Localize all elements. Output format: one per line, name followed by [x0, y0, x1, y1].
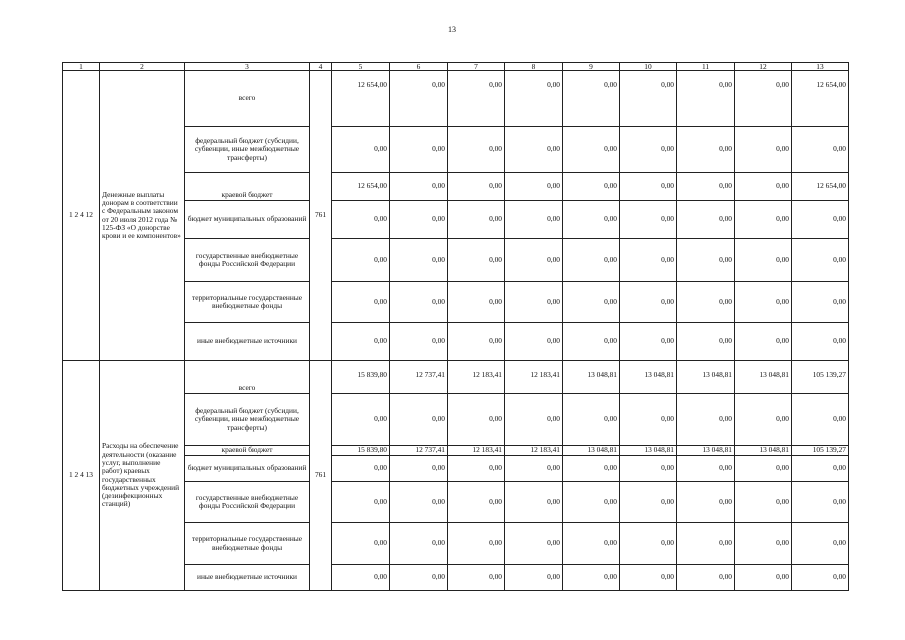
value-cell: 0,00 [735, 323, 792, 361]
value-cell: 0,00 [563, 565, 620, 591]
value-cell: 0,00 [563, 523, 620, 565]
value-cell: 13 048,81 [620, 446, 677, 456]
value-cell: 13 048,81 [677, 361, 735, 394]
value-cell: 0,00 [332, 127, 390, 173]
value-cell: 0,00 [792, 456, 849, 482]
value-cell: 0,00 [677, 239, 735, 282]
funding-source: всего [185, 361, 310, 394]
value-cell: 105 139,27 [792, 361, 849, 394]
value-cell: 0,00 [448, 394, 505, 446]
funding-source: федеральный бюджет (субсидии, субвенции, иные межбюджетные трансферты) [185, 394, 310, 446]
value-cell: 0,00 [448, 239, 505, 282]
value-cell: 0,00 [620, 239, 677, 282]
value-cell: 0,00 [505, 201, 563, 239]
value-cell: 0,00 [620, 456, 677, 482]
value-cell: 0,00 [332, 323, 390, 361]
value-cell: 0,00 [505, 565, 563, 591]
value-cell: 0,00 [792, 239, 849, 282]
row-code: 1 2 4 12 [63, 71, 100, 361]
header-cell: 8 [505, 63, 563, 71]
value-cell: 0,00 [332, 523, 390, 565]
value-cell: 12 183,41 [448, 361, 505, 394]
value-cell: 0,00 [332, 282, 390, 323]
value-cell: 13 048,81 [563, 361, 620, 394]
value-cell: 0,00 [448, 127, 505, 173]
value-cell: 0,00 [735, 201, 792, 239]
value-cell: 0,00 [390, 456, 448, 482]
header-cell: 13 [792, 63, 849, 71]
value-cell: 0,00 [677, 482, 735, 523]
value-cell: 0,00 [620, 565, 677, 591]
funding-source: краевой бюджет [185, 446, 310, 456]
value-cell: 0,00 [390, 323, 448, 361]
value-cell: 0,00 [735, 239, 792, 282]
value-cell: 13 048,81 [735, 361, 792, 394]
budget-table [62, 62, 849, 591]
value-cell: 13 048,81 [563, 446, 620, 456]
value-cell: 0,00 [735, 127, 792, 173]
value-cell: 0,00 [677, 565, 735, 591]
page-number: 13 [448, 25, 456, 34]
value-cell: 0,00 [448, 173, 505, 201]
value-cell: 0,00 [735, 456, 792, 482]
value-cell: 0,00 [677, 173, 735, 201]
value-cell: 0,00 [332, 456, 390, 482]
value-cell: 0,00 [792, 482, 849, 523]
value-cell: 0,00 [620, 282, 677, 323]
value-cell: 0,00 [792, 201, 849, 239]
value-cell: 0,00 [677, 523, 735, 565]
value-cell: 0,00 [563, 173, 620, 201]
funding-source: всего [185, 71, 310, 127]
value-cell: 0,00 [792, 523, 849, 565]
value-cell: 13 048,81 [735, 446, 792, 456]
value-cell: 0,00 [332, 394, 390, 446]
value-cell: 0,00 [390, 523, 448, 565]
funding-source: иные внебюджетные источники [185, 323, 310, 361]
value-cell: 0,00 [735, 523, 792, 565]
value-cell: 0,00 [505, 282, 563, 323]
value-cell: 0,00 [677, 323, 735, 361]
value-cell: 0,00 [390, 239, 448, 282]
value-cell: 0,00 [620, 127, 677, 173]
grbs-code: 761 [310, 361, 332, 591]
value-cell: 0,00 [390, 282, 448, 323]
value-cell: 12 654,00 [792, 173, 849, 201]
value-cell: 0,00 [563, 127, 620, 173]
value-cell: 0,00 [390, 173, 448, 201]
funding-source: территориальные государственные внебюджетные фонды [185, 282, 310, 323]
value-cell: 12 737,41 [390, 446, 448, 456]
value-cell: 0,00 [677, 456, 735, 482]
value-cell: 0,00 [792, 323, 849, 361]
value-cell: 0,00 [792, 565, 849, 591]
value-cell: 0,00 [390, 201, 448, 239]
value-cell: 0,00 [332, 565, 390, 591]
value-cell: 0,00 [563, 71, 620, 127]
value-cell: 0,00 [563, 482, 620, 523]
table-row [63, 71, 849, 127]
value-cell: 0,00 [390, 127, 448, 173]
grbs-code: 761 [310, 71, 332, 361]
value-cell: 12 654,00 [332, 173, 390, 201]
value-cell: 0,00 [563, 201, 620, 239]
value-cell: 0,00 [563, 456, 620, 482]
value-cell: 15 839,80 [332, 361, 390, 394]
value-cell: 13 048,81 [620, 361, 677, 394]
funding-source: краевой бюджет [185, 173, 310, 201]
value-cell: 0,00 [505, 482, 563, 523]
funding-source: федеральный бюджет (субсидии, субвенции, иные межбюджетные трансферты) [185, 127, 310, 173]
value-cell: 0,00 [505, 239, 563, 282]
value-cell: 0,00 [620, 394, 677, 446]
value-cell: 0,00 [448, 456, 505, 482]
value-cell: 0,00 [448, 282, 505, 323]
value-cell: 0,00 [563, 323, 620, 361]
header-cell: 3 [185, 63, 310, 71]
value-cell: 0,00 [620, 173, 677, 201]
value-cell: 0,00 [563, 239, 620, 282]
header-cell: 1 [63, 63, 100, 71]
value-cell: 0,00 [792, 282, 849, 323]
header-cell: 5 [332, 63, 390, 71]
value-cell: 0,00 [620, 201, 677, 239]
value-cell: 0,00 [735, 565, 792, 591]
value-cell: 0,00 [505, 173, 563, 201]
value-cell: 0,00 [505, 323, 563, 361]
funding-source: бюджет муниципальных образований [185, 456, 310, 482]
value-cell: 0,00 [677, 127, 735, 173]
value-cell: 12 654,00 [332, 71, 390, 127]
value-cell: 0,00 [677, 201, 735, 239]
value-cell: 12 183,41 [505, 361, 563, 394]
header-cell: 12 [735, 63, 792, 71]
header-cell: 10 [620, 63, 677, 71]
value-cell: 0,00 [620, 482, 677, 523]
value-cell: 0,00 [505, 394, 563, 446]
value-cell: 0,00 [563, 394, 620, 446]
funding-source: государственные внебюджетные фонды Российской Федерации [185, 239, 310, 282]
value-cell: 0,00 [735, 482, 792, 523]
value-cell: 15 839,80 [332, 446, 390, 456]
value-cell: 0,00 [390, 482, 448, 523]
funding-source: иные внебюджетные источники [185, 565, 310, 591]
value-cell: 0,00 [505, 127, 563, 173]
value-cell: 13 048,81 [677, 446, 735, 456]
header-cell: 2 [100, 63, 185, 71]
value-cell: 0,00 [505, 523, 563, 565]
value-cell: 12 654,00 [792, 71, 849, 127]
value-cell: 0,00 [563, 282, 620, 323]
value-cell: 0,00 [390, 565, 448, 591]
row-description: Расходы на обеспечение деятельности (оказание услуг, выполнение работ) краевых государственных бюджетных учреждений (дезинфекционных станций) [100, 361, 185, 591]
value-cell: 0,00 [332, 201, 390, 239]
value-cell: 105 139,27 [792, 446, 849, 456]
value-cell: 0,00 [390, 394, 448, 446]
value-cell: 0,00 [505, 456, 563, 482]
funding-source: государственные внебюджетные фонды Российской Федерации [185, 482, 310, 523]
header-cell: 9 [563, 63, 620, 71]
value-cell: 0,00 [448, 323, 505, 361]
value-cell: 0,00 [448, 201, 505, 239]
header-cell: 6 [390, 63, 448, 71]
value-cell: 0,00 [620, 323, 677, 361]
header-row [63, 63, 849, 71]
value-cell: 12 737,41 [390, 361, 448, 394]
value-cell: 0,00 [735, 394, 792, 446]
value-cell: 0,00 [448, 523, 505, 565]
value-cell: 0,00 [735, 282, 792, 323]
value-cell: 0,00 [620, 71, 677, 127]
value-cell: 0,00 [677, 71, 735, 127]
value-cell: 0,00 [677, 394, 735, 446]
value-cell: 0,00 [620, 523, 677, 565]
value-cell: 0,00 [505, 71, 563, 127]
header-cell: 4 [310, 63, 332, 71]
table-row [63, 361, 849, 394]
value-cell: 0,00 [448, 482, 505, 523]
funding-source: территориальные государственные внебюджетные фонды [185, 523, 310, 565]
value-cell: 0,00 [677, 282, 735, 323]
value-cell: 0,00 [792, 394, 849, 446]
value-cell: 0,00 [448, 565, 505, 591]
funding-source: бюджет муниципальных образований [185, 201, 310, 239]
value-cell: 0,00 [735, 71, 792, 127]
value-cell: 0,00 [735, 173, 792, 201]
value-cell: 0,00 [792, 127, 849, 173]
value-cell: 12 183,41 [505, 446, 563, 456]
value-cell: 0,00 [332, 482, 390, 523]
value-cell: 12 183,41 [448, 446, 505, 456]
row-description: Денежные выплаты донорам в соответствии с Федеральным законом от 20 июля 2012 года № 125-ФЗ «О донорстве крови и ее компонентов» [100, 71, 185, 361]
header-cell: 11 [677, 63, 735, 71]
header-cell: 7 [448, 63, 505, 71]
value-cell: 0,00 [332, 239, 390, 282]
value-cell: 0,00 [448, 71, 505, 127]
row-code: 1 2 4 13 [63, 361, 100, 591]
value-cell: 0,00 [390, 71, 448, 127]
